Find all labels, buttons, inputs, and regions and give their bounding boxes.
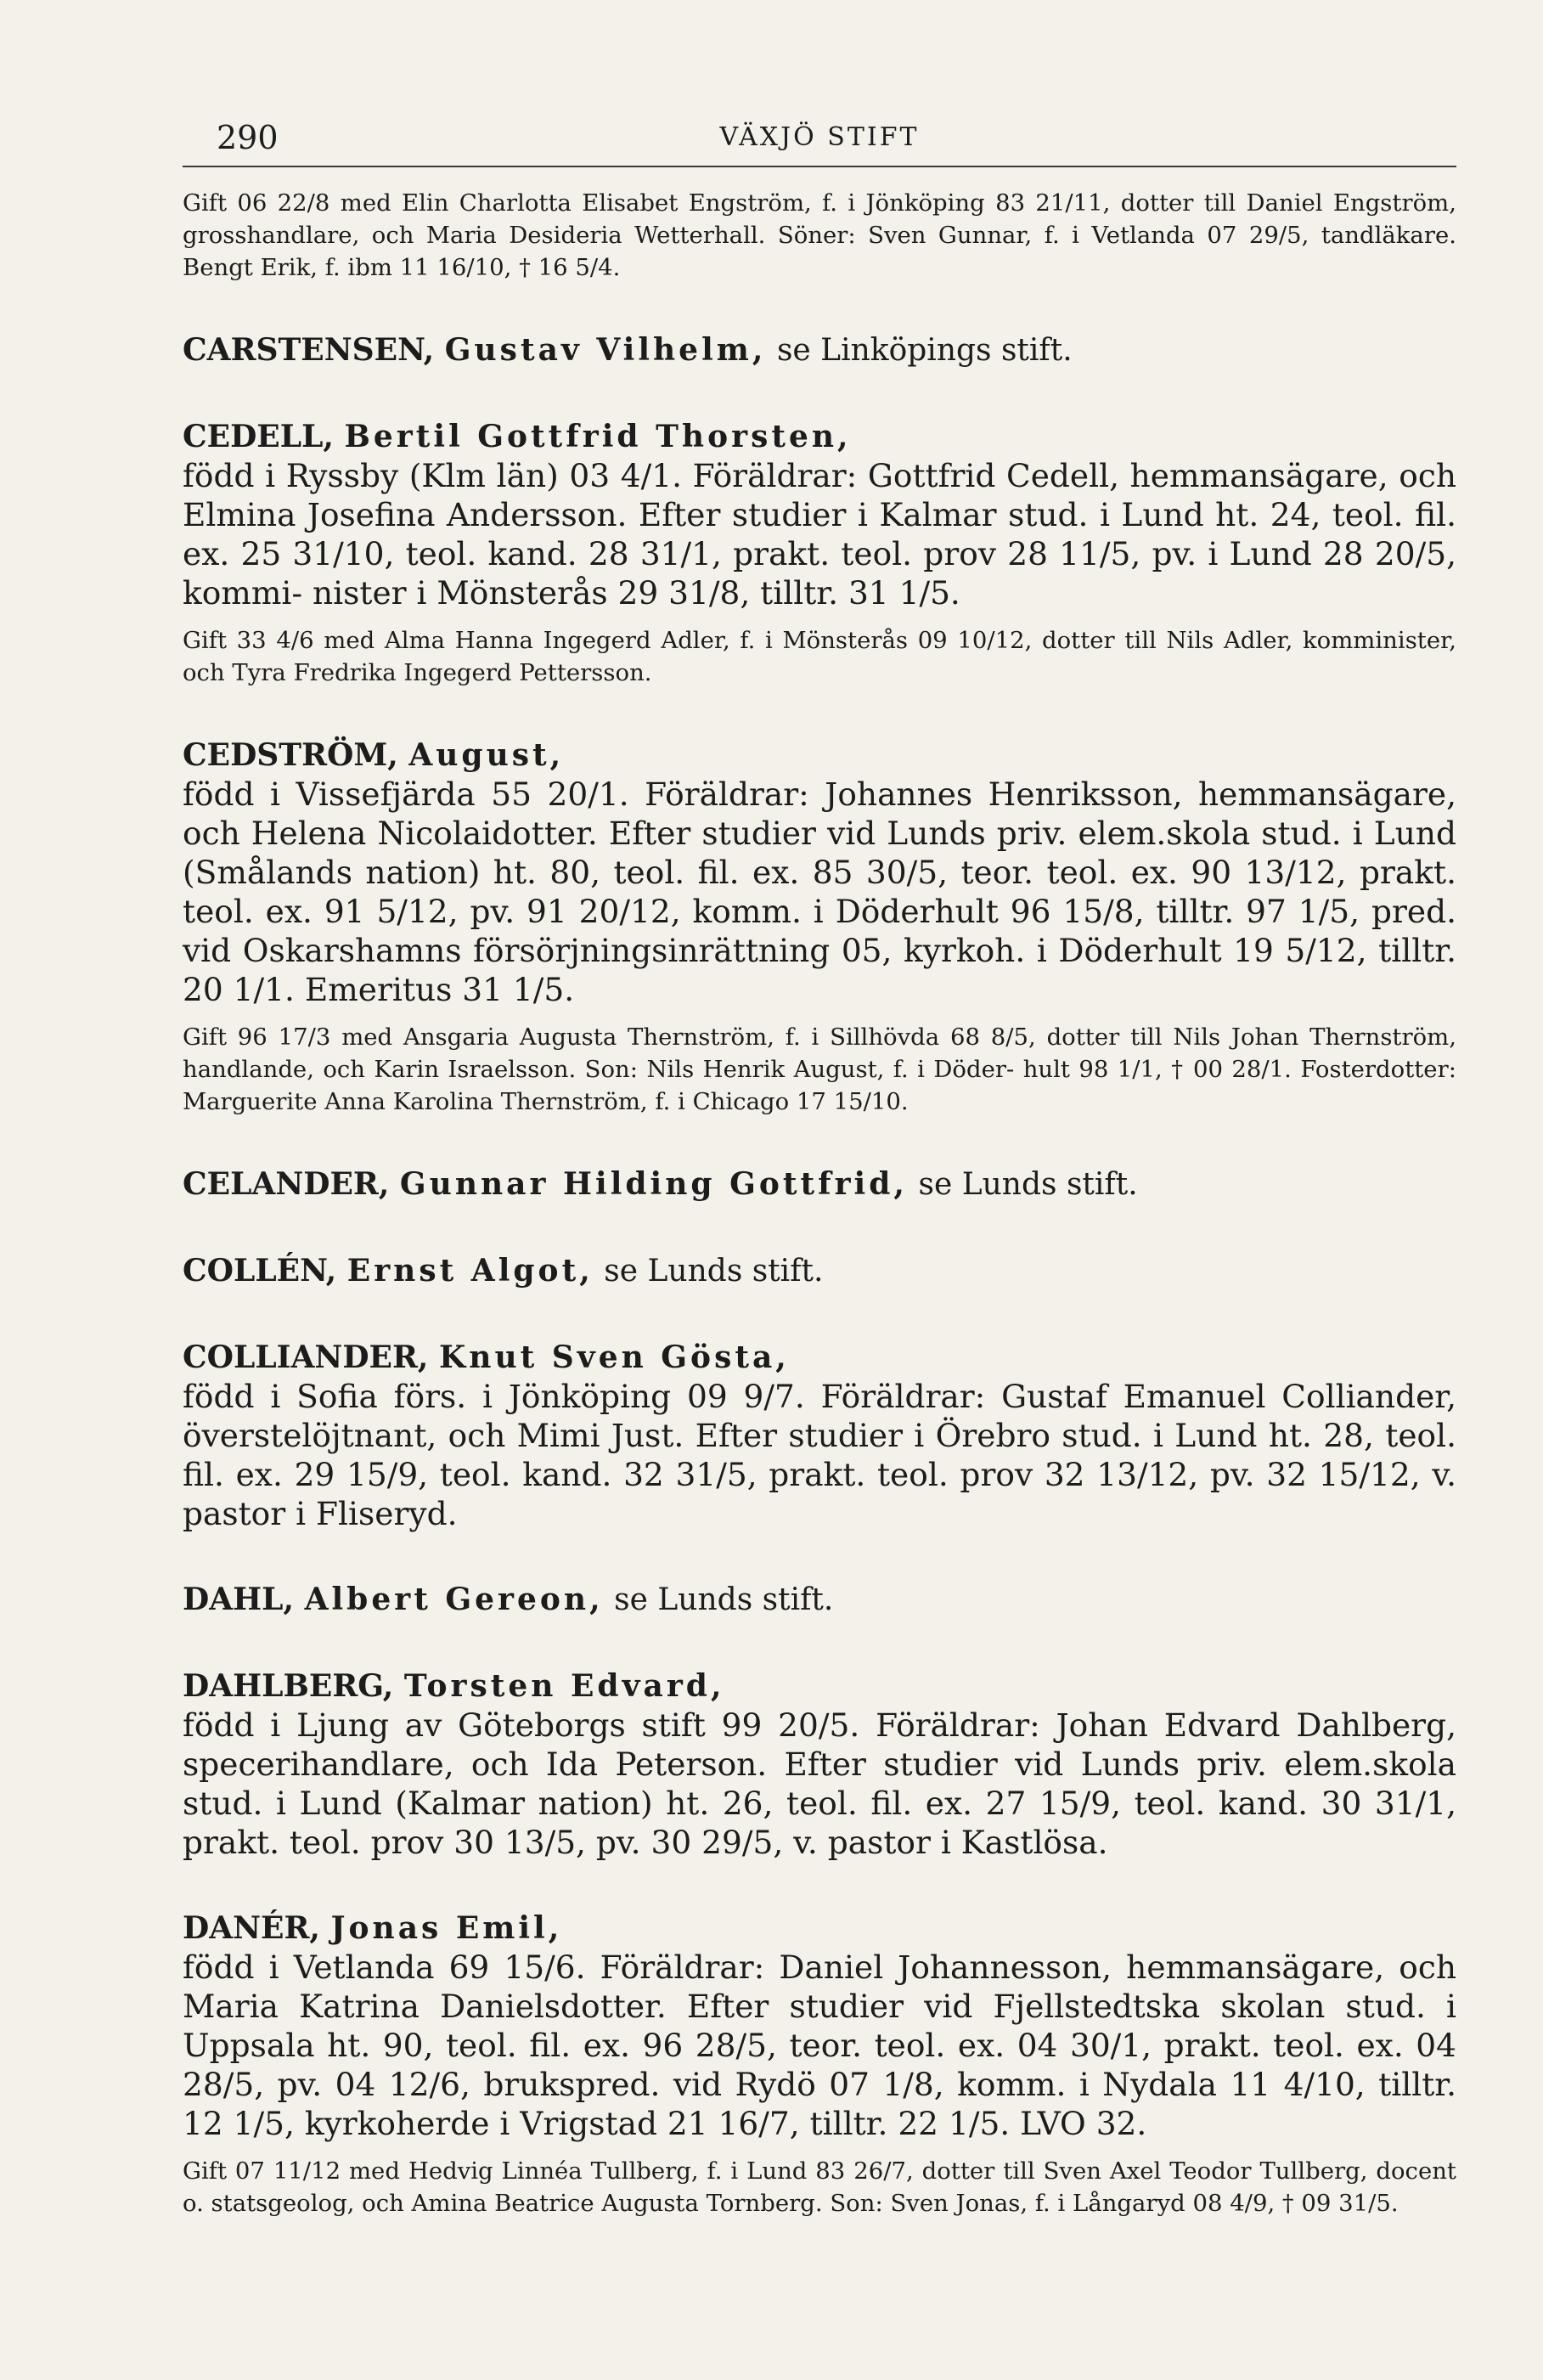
entry-biography: född i Sofia förs. i Jönköping 09 9/7. Föräldrar: Gustaf Emanuel Colliander, överstelöjtnant, och Mimi Just. Efter studier i Örebro stud. i Lund ht. 28, teol. fil. ex. 29 15/9, teol. kand. 32 31/5, prakt. teol. prov 32 13/12, pv. 32 15/12, v. pastor i Fliseryd. bbox=[183, 1378, 1456, 1532]
entry-surname: CEDSTRÖM, bbox=[183, 737, 398, 773]
page-body bbox=[183, 187, 1456, 2219]
entry-given-names: Albert Gereon, bbox=[304, 1582, 604, 1617]
entry-daner bbox=[183, 1909, 1456, 2219]
entry-marriage-note: Gift 33 4/6 med Alma Hanna Ingegerd Adler, f. i Mönsterås 09 10/12, dotter till Nils Adler, komminister, och Tyra Fredrika Ingegerd Pettersson. bbox=[183, 627, 1456, 686]
entry-given-names: August, bbox=[408, 737, 565, 773]
entry-see-reference: se Lunds stift. bbox=[614, 1582, 834, 1617]
entry-see-reference: se Linköpings stift. bbox=[776, 333, 1073, 368]
entry-surname: DAHLBERG, bbox=[183, 1668, 394, 1704]
entry-biography: född i Ryssby (Klm län) 03 4/1. Föräldrar: Gottfrid Cedell, hemmansägare, och Elmina Josefina Andersson. Efter studier i Kalmar stud. i Lund ht. 24, teol. fil. ex. 25 31/10, teol. kand. 28 31/1, prakt. teol. prov 28 11/5, pv. i Lund 28 20/5, kommi- nister i Mönsterås 29 31/8, tilltr. 31 1/5. bbox=[183, 457, 1456, 612]
intro-marriage-note: Gift 06 22/8 med Elin Charlotta Elisabet Engström, f. i Jönköping 83 21/11, dotter till Daniel Engström, grosshandlare, och Maria Desideria Wetterhall. Söner: Sven Gunnar, f. i Vetlanda 07 29/5, tandläkare. Bengt Erik, f. ibm 11 16/10, † 16 5/4. bbox=[183, 189, 1456, 281]
entry-given-names: Ernst Algot, bbox=[346, 1253, 594, 1289]
page-header bbox=[183, 119, 1456, 168]
page-number: 290 bbox=[217, 119, 279, 156]
entry-surname: DANÉR, bbox=[183, 1910, 320, 1946]
entry-surname: COLLÉN, bbox=[183, 1253, 337, 1289]
entry-surname: CARSTENSEN, bbox=[183, 332, 435, 368]
entry-dahl bbox=[183, 1580, 1456, 1620]
entry-given-names: Bertil Gottfrid Thorsten, bbox=[344, 419, 852, 454]
entry-colliander bbox=[183, 1338, 1456, 1533]
entry-carstensen bbox=[183, 330, 1456, 370]
entry-cedstrom bbox=[183, 736, 1456, 1118]
entry-given-names: Torsten Edvard, bbox=[403, 1668, 725, 1704]
entry-given-names: Gustav Vilhelm, bbox=[444, 332, 767, 368]
entry-dahlberg bbox=[183, 1667, 1456, 1862]
entry-biography: född i Vissefjärda 55 20/1. Föräldrar: Johannes Henriksson, hemmansägare, och Helena Nicolaidotter. Efter studier vid Lunds priv. elem.skola stud. i Lund (Smålands nation) ht. 80, teol. fil. ex. 85 30/5, teor. teol. ex. 90 13/12, prakt. teol. ex. 91 5/12, pv. 91 20/12, komm. i Döderhult 96 15/8, tilltr. 97 1/5, pred. vid Oskarshamns försörjningsinrättning 05, kyrkoh. i Döderhult 19 5/12, tilltr. 20 1/1. Emeritus 31 1/5. bbox=[183, 775, 1456, 1008]
entry-marriage-note: Gift 07 11/12 med Hedvig Linnéa Tullberg, f. i Lund 83 26/7, dotter till Sven Axel Teodor Tullberg, docent o. statsgeolog, och Amina Beatrice Augusta Tornberg. Son: Sven Jonas, f. i Långaryd 08 4/9, † 09 31/5. bbox=[183, 2157, 1456, 2217]
entry-biography: född i Ljung av Göteborgs stift 99 20/5. Föräldrar: Johan Edvard Dahlberg, specerihandlare, och Ida Peterson. Efter studier vid Lunds priv. elem.skola stud. i Lund (Kalmar nation) ht. 26, teol. fil. ex. 27 15/9, teol. kand. 30 31/1, prakt. teol. prov 30 13/5, pv. 30 29/5, v. pastor i Kastlösa. bbox=[183, 1706, 1456, 1861]
entry-given-names: Knut Sven Gösta, bbox=[438, 1339, 790, 1375]
entry-surname: CEDELL, bbox=[183, 419, 334, 454]
entry-see-reference: se Lunds stift. bbox=[604, 1254, 824, 1289]
entry-biography: född i Vetlanda 69 15/6. Föräldrar: Daniel Johannesson, hemmansägare, och Maria Katrina Danielsdotter. Efter studier vid Fjellstedtska skolan stud. i Uppsala ht. 90, teol. fil. ex. 96 28/5, teor. teol. ex. 04 30/1, prakt. teol. ex. 04 28/5, pv. 04 12/6, brukspred. vid Rydö 07 1/8, komm. i Nydala 11 4/10, tilltr. 12 1/5, kyrkoherde i Vrigstad 21 16/7, tilltr. 22 1/5. LVO 32. bbox=[183, 1949, 1456, 2142]
entry-surname: CELANDER, bbox=[183, 1166, 390, 1202]
entry-surname: COLLIANDER, bbox=[183, 1339, 429, 1375]
entry-given-names: Jonas Emil, bbox=[330, 1910, 563, 1946]
entry-collen bbox=[183, 1251, 1456, 1291]
entry-cedell bbox=[183, 417, 1456, 689]
header-rule bbox=[183, 166, 1456, 167]
entry-given-names: Gunnar Hilding Gottfrid, bbox=[399, 1166, 908, 1202]
entry-marriage-note: Gift 96 17/3 med Ansgaria Augusta Thernström, f. i Sillhövda 68 8/5, dotter till Nils Johan Thernström, handlande, och Karin Israelsson. Son: Nils Henrik August, f. i Döder- hult 98 1/1, † 00 28/1. Fosterdotter: Marguerite Anna Karolina Thernström, f. i Chicago 17 15/10. bbox=[183, 1024, 1456, 1115]
entry-see-reference: se Lunds stift. bbox=[918, 1167, 1138, 1202]
entry-celander bbox=[183, 1165, 1456, 1204]
entry-surname: DAHL, bbox=[183, 1582, 295, 1617]
running-title: VÄXJÖ STIFT bbox=[719, 122, 920, 152]
